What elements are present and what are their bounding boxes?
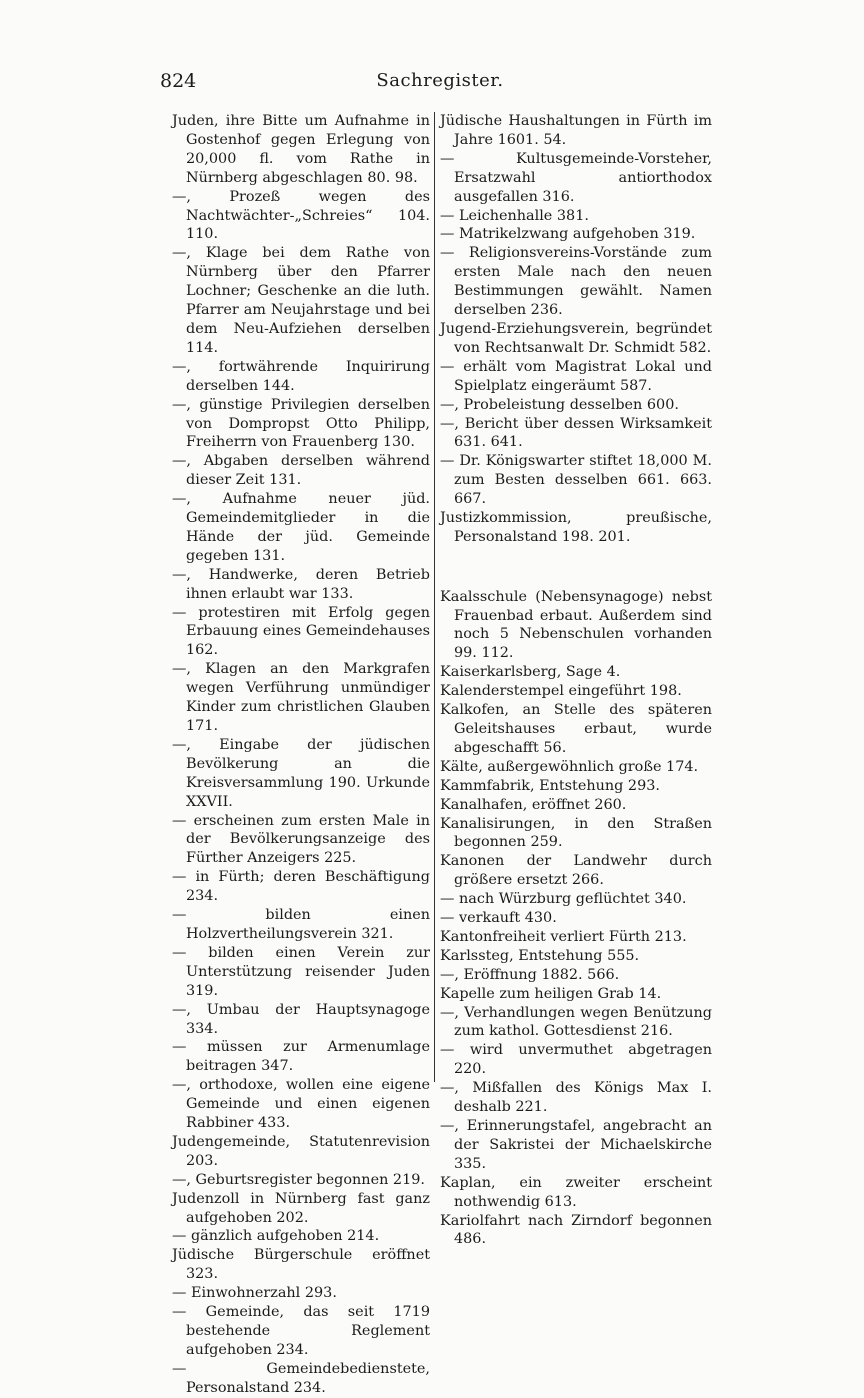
index-entry: — Religionsvereins-Vorstände zum ersten Male nach den neuen Bestimmungen gewählt. Namen derselben 236.	[440, 245, 712, 319]
index-entry: Kanalisirungen, in den Straßen begonnen 259.	[440, 815, 712, 851]
page-header	[160, 70, 720, 100]
index-entry: Kanonen der Landwehr durch größere ersetzt 266.	[440, 853, 712, 889]
index-entry: — Matrikelzwang aufgehoben 319.	[440, 226, 696, 243]
index-entry: — Kultusgemeinde-Vorsteher, Ersatzwahl antiorthodox ausgefallen 316.	[440, 150, 712, 205]
index-entry: Kanalhafen, eröffnet 260.	[440, 796, 627, 813]
index-entry: — protestiren mit Erfolg gegen Erbauung eines Gemeindehauses 162.	[172, 604, 430, 659]
index-entry: —, Eröffnung 1882. 566.	[440, 966, 620, 983]
index-entry: Judengemeinde, Statutenrevision 203.	[172, 1133, 430, 1169]
index-entry: —, Eingabe der jüdischen Bevölkerung an die Kreisversammlung 190. Urkunde XXVII.	[172, 736, 430, 810]
index-entry: —, orthodoxe, wollen eine eigene Gemeinde und einen eigenen Rabbiner 433.	[172, 1077, 430, 1132]
index-entry: Kammfabrik, Entstehung 293.	[440, 777, 660, 794]
index-entry: —, Umbau der Hauptsynagoge 334.	[172, 1001, 430, 1037]
index-entry: —, günstige Privilegien derselben von Dompropst Otto Philipp, Freiherrn von Frauenberg 130.	[172, 396, 430, 451]
index-entry: Kapelle zum heiligen Grab 14.	[440, 985, 662, 1002]
index-entry: —, fortwährende Inquirirung derselben 144.	[172, 358, 430, 394]
index-entry: —, Prozeß wegen des Nachtwächter-„Schreies“ 104. 110.	[172, 188, 430, 243]
index-entry: — Einwohnerzahl 293.	[172, 1285, 337, 1302]
index-entry: Karlssteg, Entstehung 555.	[440, 947, 640, 964]
index-entry: — erhält vom Magistrat Lokal und Spielplatz eingeräumt 587.	[440, 358, 712, 394]
index-entry: — Gemeinde, das seit 1719 bestehende Reglement aufgehoben 234.	[172, 1304, 430, 1358]
index-entry: — verkauft 430.	[440, 910, 557, 927]
index-entry: —, Handwerke, deren Betrieb ihnen erlaubt war 133.	[172, 566, 430, 602]
index-entry: — Dr. Königswarter stiftet 18,000 M. zum Besten desselben 661. 663. 667.	[440, 453, 712, 508]
index-entry: Judenzoll in Nürnberg fast ganz aufgehoben 202.	[172, 1190, 430, 1226]
index-entry: —, Klage bei dem Rathe von Nürnberg über den Pfarrer Lochner; Geschenke an die luth. Pfarrer am Neujahrstage und bei dem Neu-Aufziehen derselben 114.	[172, 245, 430, 356]
index-entry: Kaalsschule (Nebensynagoge) nebst Frauenbad erbaut. Außerdem sind noch 5 Nebenschulen vorhanden 99. 112.	[440, 588, 712, 662]
index-entry: —, Geburtsregister begonnen 219.	[172, 1171, 425, 1188]
index-entry: Justizkommission, preußische, Personalstand 198. 201.	[440, 510, 712, 545]
index-entry: — erscheinen zum ersten Male in der Bevölkerungsanzeige des Fürther Anzeigers 225.	[172, 812, 430, 867]
index-entry: Kalkofen, an Stelle des späteren Geleitshauses erbaut, wurde abgeschafft 56.	[440, 702, 712, 756]
left-column	[172, 112, 430, 1398]
index-entry: —, Bericht über dessen Wirksamkeit 631. 641.	[440, 415, 712, 451]
index-entry: Kalenderstempel eingeführt 198.	[440, 683, 682, 700]
index-entry: —, Abgaben derselben während dieser Zeit 131.	[172, 453, 430, 489]
index-entry: —, Probeleistung desselben 600.	[440, 396, 679, 413]
index-entry: —, Verhandlungen wegen Benützung zum kathol. Gottesdienst 216.	[440, 1004, 712, 1040]
index-entry: — gänzlich aufgehoben 214.	[172, 1228, 380, 1245]
index-entry: —, Erinnerungstafel, angebracht an der Sakristei der Michaelskirche 335.	[440, 1118, 712, 1172]
index-entry: Kariolfahrt nach Zirndorf begonnen 486.	[440, 1212, 712, 1248]
entry-gap	[440, 561, 712, 573]
index-entry: Jugend-Erziehungsverein, begründet von Rechtsanwalt Dr. Schmidt 582.	[440, 320, 712, 356]
index-entry: — wird unvermuthet abgetragen 220.	[440, 1042, 712, 1078]
index-entry: Jüdische Haushaltungen in Fürth im Jahre 1601. 54.	[440, 113, 712, 148]
index-entry: Kaplan, ein zweiter erscheint nothwendig 613.	[440, 1174, 712, 1210]
column-divider	[434, 112, 435, 1082]
index-entry: — müssen zur Armenumlage beitragen 347.	[172, 1039, 430, 1075]
index-entry: —, Klagen an den Markgrafen wegen Verführung unmündiger Kinder zum christlichen Glauben 171.	[172, 661, 430, 734]
index-entry: Kantonfreiheit verliert Fürth 213.	[440, 928, 687, 945]
index-entry: — Gemeindebedienstete, Personalstand 234.	[172, 1360, 430, 1396]
page-number: 824	[160, 70, 197, 92]
index-entry: —, Aufnahme neuer jüd. Gemeindemitglieder in die Hände der jüd. Gemeinde gegeben 131.	[172, 491, 430, 564]
page-title: Sachregister.	[376, 70, 504, 91]
index-entry: — bilden einen Verein zur Unterstützung reisender Juden 319.	[172, 944, 430, 999]
index-entry: — Leichenhalle 381.	[440, 207, 589, 224]
index-entry: — bilden einen Holzvertheilungsverein 321.	[172, 907, 430, 942]
index-entry: Juden, ihre Bitte um Aufnahme in Gostenhof gegen Erlegung von 20,000 fl. vom Rathe in Nürnberg abgeschlagen 80. 98.	[172, 113, 430, 186]
index-entry: Kälte, außergewöhnlich große 174.	[440, 758, 699, 775]
index-entry: — in Fürth; deren Beschäftigung 234.	[172, 869, 430, 905]
index-entry: —, Mißfallen des Königs Max I. deshalb 221.	[440, 1080, 712, 1116]
index-entry: — nach Würzburg geflüchtet 340.	[440, 891, 687, 908]
index-entry: Jüdische Bürgerschule eröffnet 323.	[172, 1247, 430, 1283]
right-column	[440, 112, 712, 1249]
index-entry: Kaiserkarlsberg, Sage 4.	[440, 664, 621, 681]
